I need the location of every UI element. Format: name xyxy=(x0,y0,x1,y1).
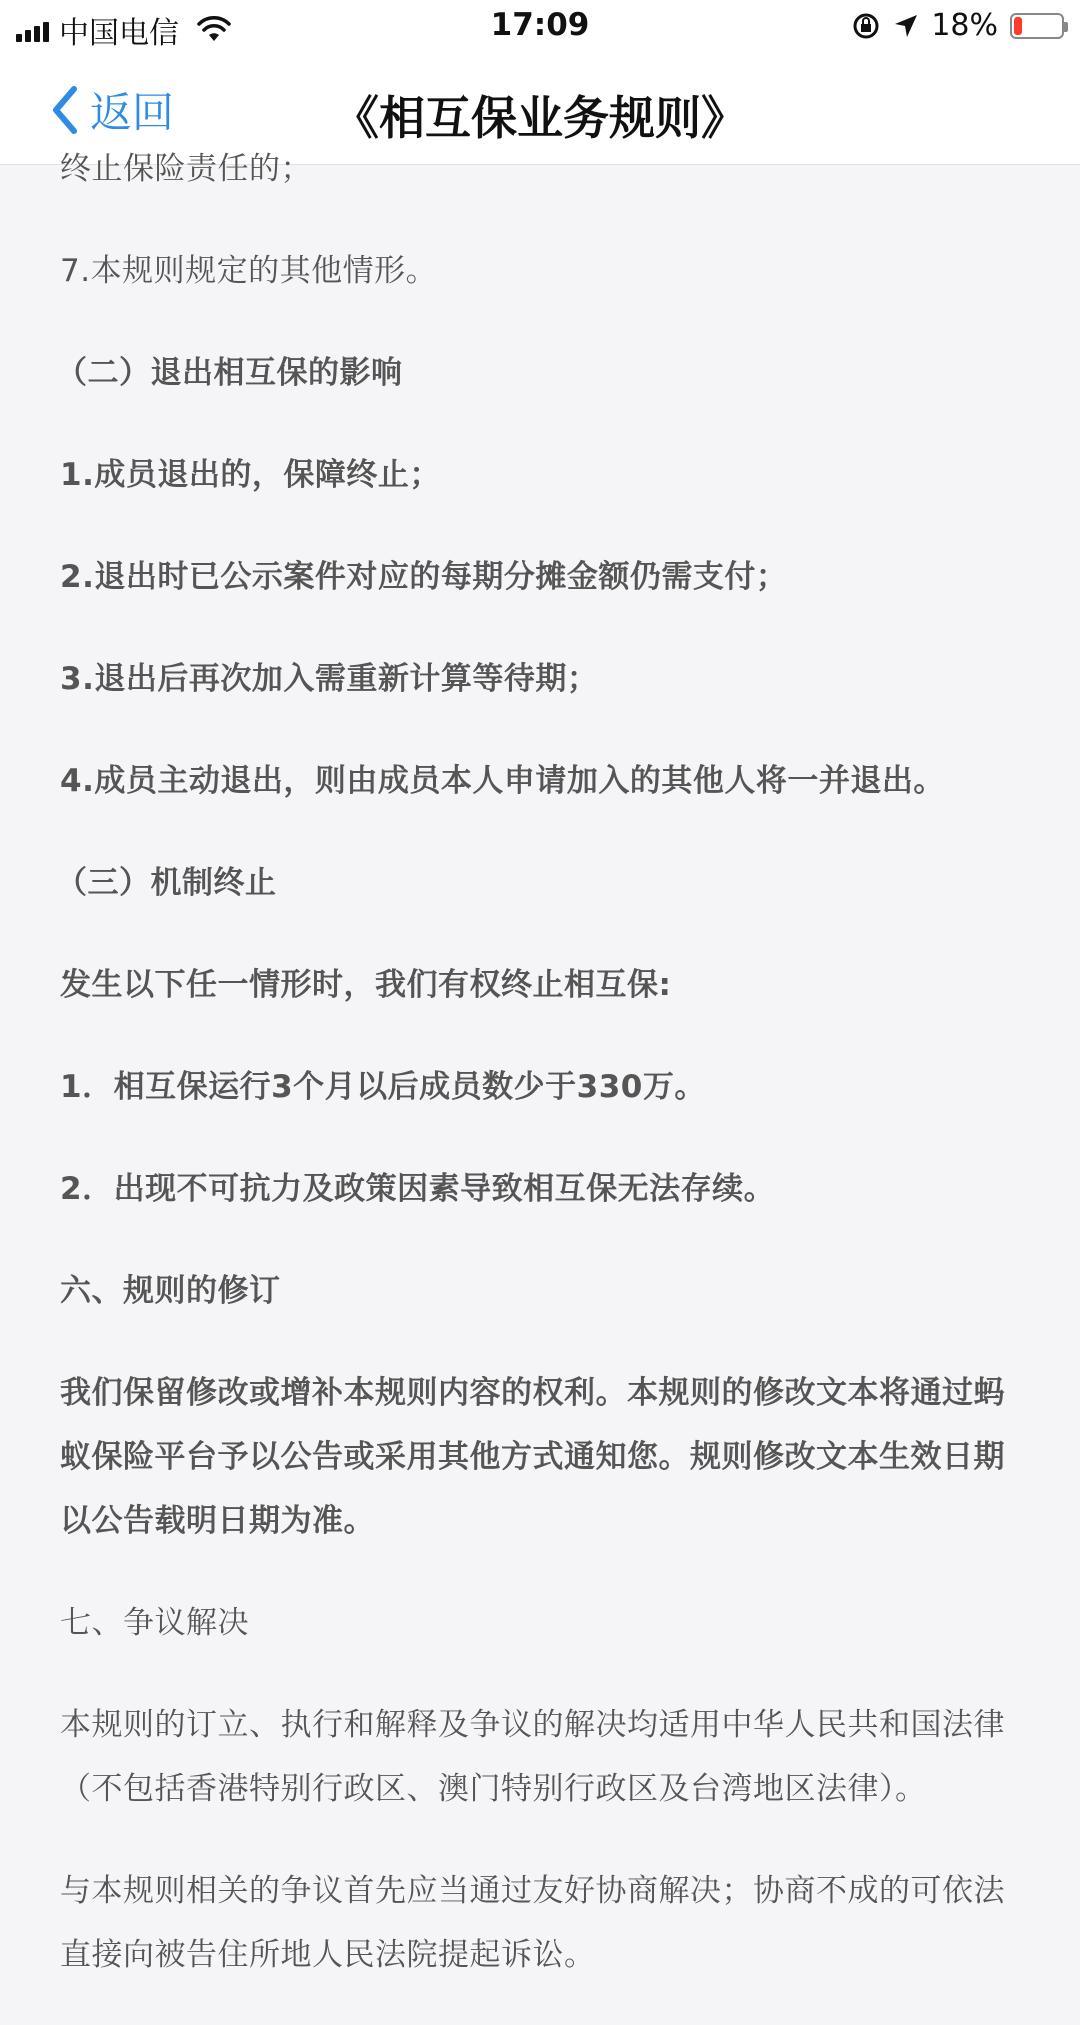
rule-paragraph: 发生以下任一情形时，我们有权终止相互保: xyxy=(60,967,672,1003)
rule-paragraph: 我们保留修改或增补本规则内容的权利。本规则的修改文本将通过蚂蚁保险平台予以公告或采用其他方式通知您。规则修改文本生效日期以公告载明日期为准。 xyxy=(60,1375,1005,1539)
rule-paragraph: 六、规则的修订 xyxy=(60,1273,281,1309)
status-right xyxy=(851,8,1064,43)
rule-paragraph: （二）退出相互保的影响 xyxy=(56,355,403,391)
location-arrow-icon xyxy=(893,13,919,39)
battery-icon xyxy=(1010,13,1064,39)
rule-paragraph: 2.退出时已公示案件对应的每期分摊金额仍需支付； xyxy=(60,559,788,595)
rule-paragraph: 1．相互保运行3个月以后成员数少于330万。 xyxy=(60,1069,706,1105)
rule-paragraph: 7.本规则规定的其他情形。 xyxy=(60,253,438,289)
battery-level xyxy=(1014,17,1022,35)
rule-paragraph: 3.退出后再次加入需重新计算等待期； xyxy=(60,661,599,697)
rules-text xyxy=(56,137,1020,2025)
rule-paragraph: 本规则的订立、执行和解释及争议的解决均适用中华人民共和国法律（不包括香港特别行政区、澳门特别行政区及台湾地区法律）。 xyxy=(60,1707,1005,1807)
rotation-lock-icon xyxy=(851,11,881,41)
rule-paragraph: 七、争议解决 xyxy=(60,1605,249,1641)
rule-paragraph: 终止保险责任的； xyxy=(60,151,312,187)
carrier-label: 中国电信 xyxy=(59,16,179,51)
rule-paragraph: （三）机制终止 xyxy=(56,865,277,901)
battery-percent: 18% xyxy=(931,8,998,43)
rule-paragraph: 2．出现不可抗力及政策因素导致相互保无法存续。 xyxy=(60,1171,776,1207)
rule-paragraph: 与本规则相关的争议首先应当通过友好协商解决；协商不成的可依法直接向被告住所地人民法院提起诉讼。 xyxy=(60,1873,1005,1973)
rules-content[interactable] xyxy=(0,151,1080,1973)
rule-paragraph: 4.成员主动退出，则由成员本人申请加入的其他人将一并退出。 xyxy=(60,763,945,799)
back-label: 返回 xyxy=(90,88,175,137)
rule-paragraph: 1.成员退出的，保障终止； xyxy=(60,457,441,493)
status-time: 17:09 xyxy=(490,7,590,43)
status-bar xyxy=(0,0,1080,52)
page-title: 《相互保业务规则》 xyxy=(333,91,747,145)
